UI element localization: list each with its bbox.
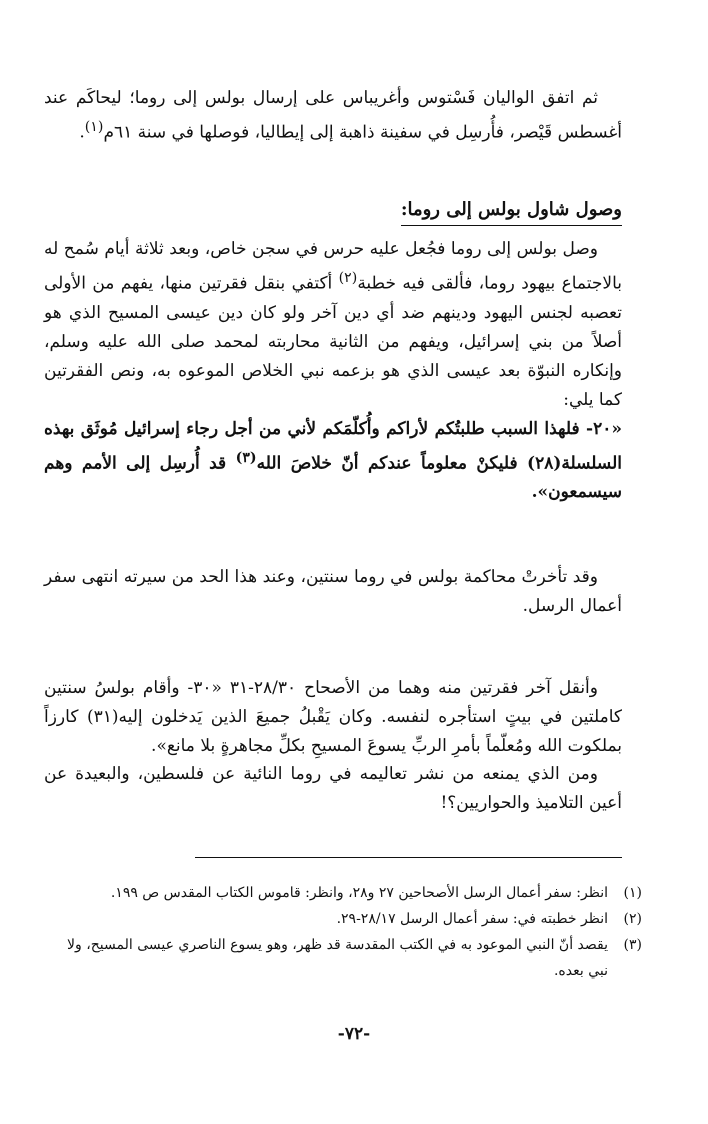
paragraph-2-text <box>44 235 622 415</box>
section-heading: وصول شاول بولس إلى روما: <box>401 197 622 226</box>
footnote-ref-2: (٢) <box>338 270 358 286</box>
paragraph-2-part-a: وصل بولس إلى روما فجُعل عليه حرس في سجن خاص، وبعد ثلاثة أيام سُمح له بالاجتماع بيهود روما، فألقى فيه خطبة <box>44 239 623 294</box>
paragraph-4 <box>44 674 622 761</box>
footnote-2-number: (٢) <box>623 911 642 927</box>
footnote-3-number: (٣) <box>623 937 642 953</box>
footnote-1-number: (١) <box>623 885 642 901</box>
footnote-2 <box>44 906 642 932</box>
paragraph-3 <box>44 563 622 621</box>
quote-1-part-a: «٢٠- فلهذا السبب طلبتُكم لأراكم وأُكلّمَكم لأني من أجل رجاء إسرائيل مُوثَق بهذه السلسلة(٢٨) فليكنْ معلوماً عندكم أنّ خلاصَ الله <box>44 418 622 474</box>
paragraph-4-text: وأنقل آخر فقرتين منه وهما من الأصحاح ٢٨/٣٠-٣١ «٣٠- وأقام بولسُ سنتين كاملتين في بيتٍ استأجره لنفسه. وكان يَقْبلُ جميعَ الذين يَدخلون إليه(٣١) كارزاً بملكوت الله ومُعلّماً بأمرِ الربِّ يسوعَ المسيحِ بكلِّ مجاهرةٍ بلا مانع». <box>44 678 622 756</box>
footnotes <box>44 880 642 984</box>
paragraph-1-body: ثم اتفق الواليان فَسْتوس وأغريباس على إرسال بولس إلى روما؛ ليحاكَم عند أغسطس قَيْصر، فأُرسِل في سفينة ذاهبة إلى إيطاليا، فوصلها في سنة ٦١م <box>44 88 622 143</box>
paragraph-1 <box>44 84 622 148</box>
paragraph-5-text: ومن الذي يمنعه من نشر تعاليمه في روما النائية عن فلسطين، والبعيدة عن أعين التلاميذ والحواريين؟! <box>44 764 622 813</box>
paragraph-5 <box>44 760 622 818</box>
paragraph-2-part-b: أكتفي بنقل فقرتين منها، يفهم من الأولى تعصبه لجنس اليهود ودينهم ضد أي دين آخر ولو كان دين عيسى المسيح الذي هو أصلاً من بني إسرائيل، ويفهم من الثانية محاربته لمحمد صلى الله عليه وسلم، وإنكاره النبوّة بعد عيسى الذي هو بزعمه نبي الخلاص الموعوه به، ونص الفقرتين كما يلي: <box>44 273 622 410</box>
footnote-2-text: انظر خطبته في: سفر أعمال الرسل ٢٨/١٧-٢٩. <box>336 911 608 927</box>
footnote-ref-1: (١) <box>84 119 104 135</box>
footnote-divider <box>195 857 622 858</box>
footnote-1 <box>44 880 642 906</box>
paragraph-2 <box>44 235 622 507</box>
footnote-1-text: انظر: سفر أعمال الرسل الأصحاحين ٢٧ و٢٨، وانظر: قاموس الكتاب المقدس ص ١٩٩. <box>110 885 608 901</box>
paragraph-3-text: وقد تأخرتْ محاكمة بولس في روما سنتين، وعند هذا الحد من سيرته انتهى سفر أعمال الرسل. <box>44 567 622 616</box>
quote-1-part-b: قد أُرسِل إلى الأمم وهم سيسمعون». <box>44 453 622 503</box>
footnote-ref-3: (٣) <box>235 449 257 466</box>
paragraph-1-text <box>44 84 622 148</box>
footnote-3-text: يقصد أنّ النبي الموعود به في الكتب المقدسة قد ظهر، وهو يسوع الناصري عيسى المسيح، ولا نبي بعده. <box>67 937 608 979</box>
quote-1 <box>44 415 622 508</box>
footnote-3 <box>44 932 642 984</box>
paragraph-1-end: . <box>79 122 85 143</box>
page-number: -٧٢- <box>337 1024 371 1044</box>
